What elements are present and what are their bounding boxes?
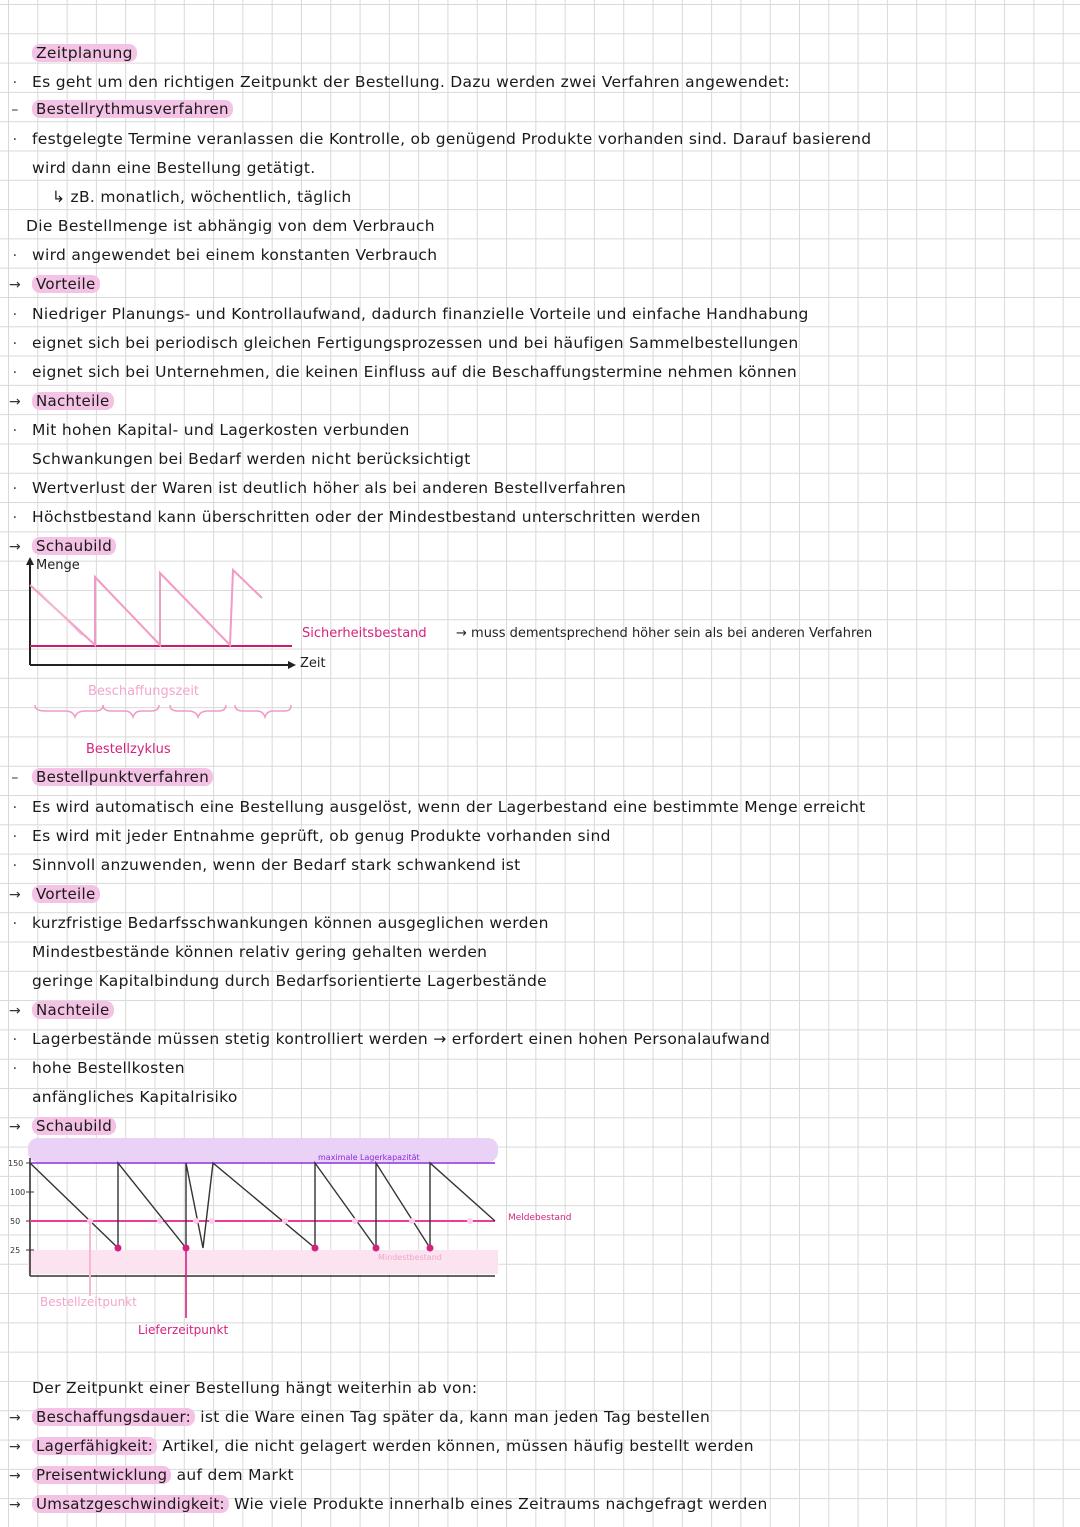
point-pros-heading-line [0, 881, 96, 907]
page-title: Zeitplanung [32, 44, 137, 62]
order-point-label: Bestellzeitpunkt [40, 1295, 137, 1309]
arrow-icon: → [8, 1003, 22, 1019]
bullet-dot: · [12, 1032, 18, 1048]
arrow-icon: → [8, 1439, 22, 1455]
rhythm-pro-text: Niedriger Planungs- und Kontrollaufwand, dadurch finanzielle Vorteile und einfache Handhabung [32, 305, 809, 323]
point-line [0, 823, 611, 849]
max-capacity-band [28, 1138, 498, 1162]
rhythm-diagram [0, 555, 1080, 765]
point-diagram-heading: Schaubild [32, 1117, 116, 1135]
order-cycle-label: Bestellzyklus [86, 742, 171, 757]
rhythm-text: festgelegte Termine veranlassen die Kontrolle, ob genügend Produkte vorhanden sind. Darauf basierend [32, 130, 872, 148]
arrow-icon: → [8, 277, 22, 293]
point-con-item [0, 1055, 185, 1081]
bullet-dot: · [12, 132, 18, 148]
footer-text: Wie viele Produkte innerhalb eines Zeitraums nachgefragt werden [234, 1495, 768, 1513]
bullet-dot: · [12, 307, 18, 323]
rhythm-diagram-heading: Schaubild [32, 537, 116, 555]
arrow-icon: → [8, 539, 22, 555]
arrow-icon: → [8, 1497, 22, 1513]
footer-item [0, 1404, 711, 1430]
delivery-point-label: Lieferzeitpunkt [138, 1323, 229, 1337]
rhythm-pro-item [0, 301, 809, 327]
procurement-time-label: Beschaffungszeit [88, 684, 200, 699]
rhythm-pro-text: eignet sich bei periodisch gleichen Fertigungsprozessen und bei häufigen Sammelbestellungen [32, 334, 799, 352]
arrow-icon: → [8, 887, 22, 903]
footer-text: Artikel, die nicht gelagert werden können, müssen häufig bestellt werden [162, 1437, 754, 1455]
intro-line [0, 69, 790, 95]
rhythm-line [0, 126, 872, 152]
point-text: Sinnvoll anzuwenden, wenn der Bedarf stark schwankend ist [32, 856, 521, 874]
dash-marker: – [11, 102, 19, 118]
point-line [0, 794, 866, 820]
point-diagram [0, 1136, 1080, 1346]
bullet-dot: · [12, 510, 18, 526]
stock-sawtooth-line [30, 1163, 495, 1248]
bullet-dot: · [12, 365, 18, 381]
footer-item [0, 1491, 768, 1517]
point-con-text: Lagerbestände müssen stetig kontrolliert werden → erfordert einen hohen Personalaufwand [32, 1030, 771, 1048]
point-heading: Bestellpunktverfahren [32, 768, 213, 786]
rhythm-pros-heading-line [0, 271, 96, 297]
rhythm-heading: Bestellrythmusverfahren [32, 100, 233, 118]
rhythm-pro-item [0, 359, 798, 385]
arrow-icon: → [8, 1119, 22, 1135]
bullet-dot: · [12, 800, 18, 816]
y-tick-label: 100 [10, 1188, 26, 1197]
footer-text: auf dem Markt [176, 1466, 294, 1484]
rhythm-text: wird angewendet bei einem konstanten Verbrauch [32, 246, 438, 264]
rhythm-pro-text: eignet sich bei Unternehmen, die keinen Einfluss auf die Beschaffungstermine nehmen können [32, 363, 798, 381]
rhythm-cons-heading: Nachteile [32, 392, 114, 410]
point-text: Es wird mit jeder Entnahme geprüft, ob genug Produkte vorhanden sind [32, 827, 611, 845]
arrow-icon: → [8, 1468, 22, 1484]
x-axis-arrow-icon [288, 661, 296, 669]
intro-text: Es geht um den richtigen Zeitpunkt der Bestellung. Dazu werden zwei Verfahren angewendet: [32, 73, 790, 91]
rhythm-con-text: Höchstbestand kann überschritten oder der Mindestbestand unterschritten werden [32, 508, 701, 526]
bullet-dot: · [12, 336, 18, 352]
point-pro-text: kurzfristige Bedarfsschwankungen können ausgeglichen werden [32, 914, 549, 932]
footer-text: ist die Ware einen Tag später da, kann man jeden Tag bestellen [200, 1408, 711, 1426]
point-cons-heading: Nachteile [32, 1001, 114, 1019]
footer-item [0, 1462, 294, 1488]
point-pro-text: Mindestbestände können relativ gering gehalten werden [32, 943, 488, 961]
y-tick-label: 50 [10, 1217, 21, 1226]
safety-stock-label: Sicherheitsbestand [302, 626, 427, 641]
rhythm-con-text: Wertverlust der Waren ist deutlich höher als bei anderen Bestellverfahren [32, 479, 627, 497]
bullet-dot: · [12, 858, 18, 874]
rhythm-heading-line [0, 96, 229, 122]
y-axis-label: Menge [36, 558, 80, 573]
footer-term: Preisentwicklung [32, 1466, 171, 1484]
rhythm-pros-heading: Vorteile [32, 275, 100, 293]
rhythm-cons-heading-line [0, 388, 110, 414]
footer-term: Umsatzgeschwindigkeit: [32, 1495, 229, 1513]
rhythm-con-text: Mit hohen Kapital- und Lagerkosten verbunden [32, 421, 410, 439]
rhythm-pro-item [0, 330, 799, 356]
rhythm-con-item [0, 475, 627, 501]
reorder-level-label: Meldebestand [508, 1213, 572, 1223]
arrow-icon: → [8, 1410, 22, 1426]
y-tick-label: 150 [8, 1159, 24, 1168]
y-axis-arrow-icon [26, 557, 34, 565]
procurement-braces [35, 705, 291, 717]
bullet-dot: · [12, 481, 18, 497]
x-axis-label: Zeit [300, 656, 326, 671]
footer-item [0, 1433, 754, 1459]
point-text: Es wird automatisch eine Bestellung ausgelöst, wenn der Lagerbestand eine bestimmte Menge erreicht [32, 798, 866, 816]
footer-term: Beschaffungsdauer: [32, 1408, 195, 1426]
point-con-text: anfängliches Kapitalrisiko [32, 1088, 238, 1106]
point-con-item [0, 1026, 771, 1052]
rhythm-con-item [0, 417, 410, 443]
min-stock-label: Mindestbestand [378, 1253, 442, 1262]
point-pro-item [0, 910, 549, 936]
rhythm-text: Die Bestellmenge ist abhängig von dem Verbrauch [26, 217, 435, 235]
arrow-icon: → [8, 394, 22, 410]
bullet-dot: · [12, 1061, 18, 1077]
y-tick-label: 25 [10, 1246, 21, 1255]
rhythm-con-text: Schwankungen bei Bedarf werden nicht berücksichtigt [32, 450, 471, 468]
footer-intro: Der Zeitpunkt einer Bestellung hängt weiterhin ab von: [32, 1379, 478, 1397]
rhythm-text: wird dann eine Bestellung getätigt. [32, 159, 316, 177]
dash-marker: – [11, 770, 19, 786]
bullet-dot: · [12, 916, 18, 932]
safety-stock-note: → muss dementsprechend höher sein als bei anderen Verfahren [456, 626, 873, 641]
rhythm-line [0, 242, 438, 268]
bullet-dot: · [12, 423, 18, 439]
bullet-dot: · [12, 75, 18, 91]
point-line [0, 852, 521, 878]
point-cons-heading-line [0, 997, 110, 1023]
rhythm-con-item [0, 504, 701, 530]
point-pros-heading: Vorteile [32, 885, 100, 903]
bullet-dot: · [12, 829, 18, 845]
footer-term: Lagerfähigkeit: [32, 1437, 157, 1455]
stock-sawtooth-line [30, 570, 262, 645]
order-trigger-line [38, 591, 82, 635]
point-con-text: hohe Bestellkosten [32, 1059, 185, 1077]
max-capacity-label: maximale Lagerkapazität [318, 1153, 420, 1162]
point-heading-line [0, 764, 210, 790]
rhythm-text: ↳ zB. monatlich, wöchentlich, täglich [52, 188, 352, 206]
y-ticks [8, 1159, 25, 1255]
bullet-dot: · [12, 248, 18, 264]
point-pro-text: geringe Kapitalbindung durch Bedarfsorientierte Lagerbestände [32, 972, 547, 990]
